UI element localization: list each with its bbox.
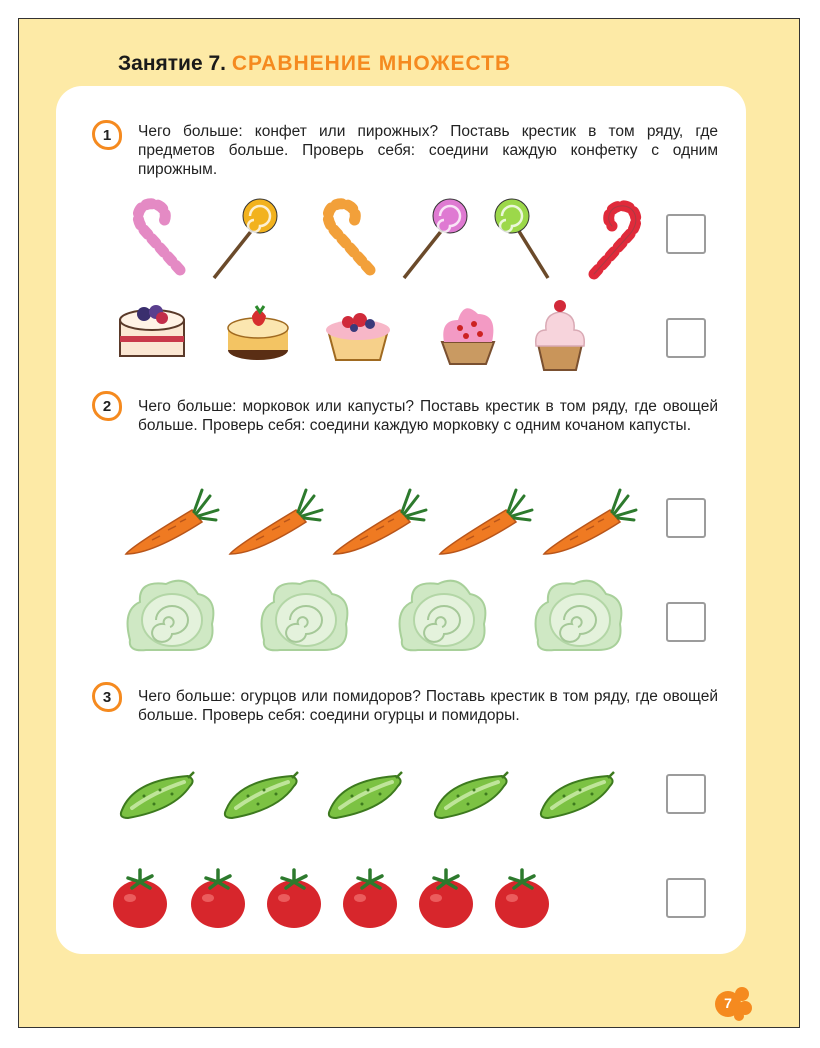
cucumber-row-checkbox[interactable] xyxy=(666,774,706,814)
candy-icon xyxy=(308,196,388,282)
cucumber-icon xyxy=(114,762,200,826)
tomato-row-checkbox[interactable] xyxy=(666,878,706,918)
carrot-icon xyxy=(436,476,536,556)
cucumber-icon xyxy=(218,762,304,826)
cake-icon xyxy=(112,290,192,374)
lesson-label: Занятие 7. xyxy=(118,52,226,75)
page-title xyxy=(118,52,511,76)
cabbage-icon xyxy=(528,570,628,658)
tomato-icon xyxy=(110,866,170,930)
carrot-icon xyxy=(122,476,222,556)
tomato-icon xyxy=(264,866,324,930)
task-3-text: Чего больше: огурцов или помидоров? Поставь крестик в том ряду, где овощей больше. Проверь себя: соедини огурцы и помидоры. xyxy=(138,688,718,724)
candy-icon xyxy=(478,196,558,282)
cake-icon xyxy=(318,290,398,374)
cake-row-checkbox[interactable] xyxy=(666,318,706,358)
tomato-icon xyxy=(416,866,476,930)
candy-icon xyxy=(394,196,474,282)
task-1-number: 1 xyxy=(92,120,122,150)
cucumber-icon xyxy=(428,762,514,826)
cake-icon xyxy=(428,290,508,374)
tomato-icon xyxy=(492,866,552,930)
cake-icon xyxy=(520,290,600,374)
carrot-icon xyxy=(226,476,326,556)
cabbage-icon xyxy=(120,570,220,658)
carrot-icon xyxy=(540,476,640,556)
cabbage-row-checkbox[interactable] xyxy=(666,602,706,642)
task-3-number: 3 xyxy=(92,682,122,712)
carrot-row-checkbox[interactable] xyxy=(666,498,706,538)
cucumber-icon xyxy=(534,762,620,826)
cake-icon xyxy=(218,290,298,374)
page-number-badge xyxy=(712,984,756,1022)
candy-icon xyxy=(572,196,652,282)
tomato-icon xyxy=(340,866,400,930)
cabbage-icon xyxy=(392,570,492,658)
cabbage-icon xyxy=(254,570,354,658)
page-number: 7 xyxy=(724,995,732,1011)
task-1-text: Чего больше: конфет или пирожных? Поставь крестик в том ряду, где предметов больше. Проверь себя: соедини каждую конфетку с одним пирожным. xyxy=(138,123,718,178)
task-2-number: 2 xyxy=(92,391,122,421)
cucumber-icon xyxy=(322,762,408,826)
candy-row-checkbox[interactable] xyxy=(666,214,706,254)
candy-icon xyxy=(204,196,284,282)
lesson-topic: СРАВНЕНИЕ МНОЖЕСТВ xyxy=(231,52,512,75)
carrot-icon xyxy=(330,476,430,556)
candy-icon xyxy=(118,196,198,282)
tomato-icon xyxy=(188,866,248,930)
task-2-text: Чего больше: морковок или капусты? Поставь крестик в том ряду, где овощей больше. Проверь себя: соедини каждую морковку с одним кочаном капусты. xyxy=(138,398,718,434)
